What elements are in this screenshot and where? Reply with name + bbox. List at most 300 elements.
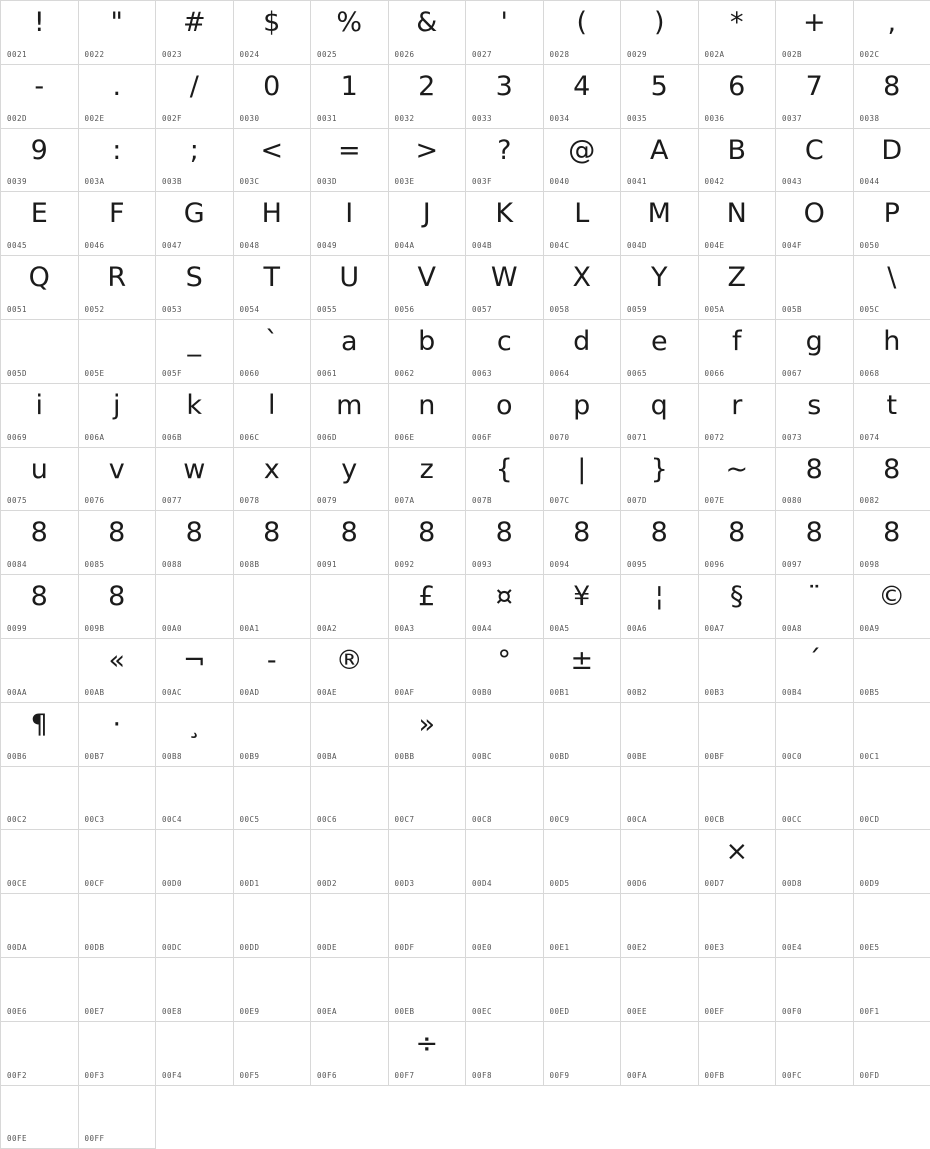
glyph-cell[interactable] <box>156 129 234 193</box>
glyph-cell[interactable] <box>1 639 79 703</box>
glyph-cell[interactable] <box>234 703 312 767</box>
glyph-codepoint: 0084 <box>7 560 27 569</box>
glyph-cell[interactable] <box>311 192 389 256</box>
glyph-cell[interactable] <box>854 384 930 448</box>
glyph-cell[interactable] <box>1 767 79 831</box>
glyph-character: < <box>234 131 311 171</box>
glyph-character: § <box>699 577 776 617</box>
glyph-character <box>776 705 853 745</box>
glyph-cell[interactable] <box>234 575 312 639</box>
glyph-codepoint: 004B <box>472 241 492 250</box>
glyph-cell[interactable] <box>311 958 389 1022</box>
glyph-cell[interactable] <box>311 575 389 639</box>
glyph-cell[interactable] <box>156 639 234 703</box>
glyph-cell[interactable] <box>544 320 622 384</box>
glyph-cell[interactable] <box>544 384 622 448</box>
glyph-cell[interactable] <box>156 703 234 767</box>
glyph-cell[interactable] <box>621 767 699 831</box>
glyph-cell[interactable] <box>854 958 930 1022</box>
glyph-cell[interactable] <box>156 320 234 384</box>
glyph-codepoint: 0074 <box>860 433 880 442</box>
glyph-cell[interactable] <box>621 1 699 65</box>
glyph-cell[interactable] <box>621 575 699 639</box>
glyph-cell[interactable] <box>466 256 544 320</box>
glyph-cell[interactable] <box>544 1022 622 1086</box>
glyph-character: 8 <box>699 513 776 553</box>
glyph-cell[interactable] <box>466 830 544 894</box>
glyph-cell[interactable] <box>776 703 854 767</box>
glyph-cell[interactable] <box>621 320 699 384</box>
glyph-cell[interactable] <box>79 1086 157 1149</box>
glyph-codepoint: 004F <box>782 241 802 250</box>
glyph-cell[interactable] <box>234 511 312 575</box>
glyph-cell[interactable] <box>854 575 930 639</box>
glyph-character: } <box>621 450 698 490</box>
glyph-codepoint: 00D8 <box>782 879 802 888</box>
glyph-codepoint: 007E <box>705 496 725 505</box>
glyph-cell[interactable] <box>311 448 389 512</box>
glyph-codepoint: 0060 <box>240 369 260 378</box>
glyph-codepoint: 00C9 <box>550 815 570 824</box>
glyph-cell[interactable] <box>156 830 234 894</box>
glyph-cell[interactable] <box>311 830 389 894</box>
glyph-cell[interactable] <box>389 1 467 65</box>
glyph-cell[interactable] <box>156 65 234 129</box>
glyph-cell[interactable] <box>466 384 544 448</box>
glyph-cell[interactable] <box>156 767 234 831</box>
glyph-codepoint: 004E <box>705 241 725 250</box>
glyph-cell[interactable] <box>621 129 699 193</box>
glyph-cell[interactable] <box>1 129 79 193</box>
glyph-cell[interactable] <box>466 129 544 193</box>
glyph-cell[interactable] <box>156 448 234 512</box>
glyph-cell[interactable] <box>544 65 622 129</box>
glyph-cell[interactable] <box>234 129 312 193</box>
glyph-cell[interactable] <box>854 192 930 256</box>
glyph-codepoint: 0054 <box>240 305 260 314</box>
glyph-codepoint: 002C <box>860 50 880 59</box>
glyph-cell[interactable] <box>389 320 467 384</box>
glyph-cell[interactable] <box>234 830 312 894</box>
glyph-cell[interactable] <box>79 575 157 639</box>
glyph-cell[interactable] <box>699 639 777 703</box>
glyph-cell[interactable] <box>389 639 467 703</box>
glyph-codepoint: 00D2 <box>317 879 337 888</box>
glyph-cell[interactable] <box>1 958 79 1022</box>
glyph-cell[interactable] <box>389 448 467 512</box>
glyph-cell[interactable] <box>79 1022 157 1086</box>
glyph-character: 6 <box>699 67 776 107</box>
glyph-cell[interactable] <box>1 448 79 512</box>
glyph-cell[interactable] <box>854 1022 930 1086</box>
glyph-cell[interactable] <box>544 767 622 831</box>
glyph-cell[interactable] <box>854 448 930 512</box>
glyph-cell[interactable] <box>621 511 699 575</box>
glyph-cell[interactable] <box>699 384 777 448</box>
glyph-cell[interactable] <box>234 448 312 512</box>
glyph-codepoint: 00FC <box>782 1071 802 1080</box>
glyph-codepoint: 00E3 <box>705 943 725 952</box>
glyph-character: ` <box>234 322 311 362</box>
glyph-codepoint: 002A <box>705 50 725 59</box>
glyph-character: # <box>156 3 233 43</box>
glyph-character: a <box>311 322 388 362</box>
glyph-cell[interactable] <box>311 256 389 320</box>
glyph-cell[interactable] <box>776 639 854 703</box>
glyph-cell[interactable] <box>621 1022 699 1086</box>
glyph-cell[interactable] <box>389 192 467 256</box>
glyph-cell[interactable] <box>466 1022 544 1086</box>
glyph-cell[interactable] <box>544 894 622 958</box>
glyph-codepoint: 0036 <box>705 114 725 123</box>
glyph-character <box>699 960 776 1000</box>
glyph-cell[interactable] <box>1 511 79 575</box>
glyph-cell[interactable] <box>234 639 312 703</box>
glyph-cell[interactable] <box>311 639 389 703</box>
grid-filler <box>311 1086 389 1149</box>
glyph-cell[interactable] <box>699 192 777 256</box>
glyph-cell[interactable] <box>776 830 854 894</box>
glyph-cell[interactable] <box>79 511 157 575</box>
glyph-cell[interactable] <box>1 830 79 894</box>
glyph-cell[interactable] <box>1 320 79 384</box>
glyph-cell[interactable] <box>854 511 930 575</box>
glyph-cell[interactable] <box>544 639 622 703</box>
glyph-character: ° <box>466 641 543 681</box>
glyph-cell[interactable] <box>621 894 699 958</box>
glyph-character: 2 <box>389 67 466 107</box>
glyph-cell[interactable] <box>699 256 777 320</box>
glyph-character: ¥ <box>544 577 621 617</box>
glyph-cell[interactable] <box>389 894 467 958</box>
glyph-cell[interactable] <box>466 894 544 958</box>
glyph-character: y <box>311 450 388 490</box>
glyph-cell[interactable] <box>466 1 544 65</box>
glyph-cell[interactable] <box>311 65 389 129</box>
glyph-character: R <box>79 258 156 298</box>
glyph-character: T <box>234 258 311 298</box>
glyph-cell[interactable] <box>854 703 930 767</box>
glyph-cell[interactable] <box>854 639 930 703</box>
glyph-cell[interactable] <box>544 256 622 320</box>
glyph-cell[interactable] <box>544 830 622 894</box>
glyph-cell[interactable] <box>544 192 622 256</box>
glyph-cell[interactable] <box>854 256 930 320</box>
glyph-cell[interactable] <box>699 703 777 767</box>
glyph-cell[interactable] <box>776 320 854 384</box>
glyph-cell[interactable] <box>621 830 699 894</box>
glyph-character <box>79 769 156 809</box>
glyph-cell[interactable] <box>389 767 467 831</box>
glyph-codepoint: 005F <box>162 369 182 378</box>
glyph-character <box>234 1024 311 1064</box>
glyph-character: f <box>699 322 776 362</box>
glyph-cell[interactable] <box>466 448 544 512</box>
glyph-cell[interactable] <box>776 448 854 512</box>
glyph-character <box>156 896 233 936</box>
glyph-cell[interactable] <box>389 575 467 639</box>
glyph-cell[interactable] <box>776 256 854 320</box>
glyph-codepoint: 00B7 <box>85 752 105 761</box>
glyph-cell[interactable] <box>234 384 312 448</box>
glyph-cell[interactable] <box>544 575 622 639</box>
glyph-codepoint: 00C4 <box>162 815 182 824</box>
glyph-cell[interactable] <box>854 1 930 65</box>
glyph-codepoint: 00E2 <box>627 943 647 952</box>
glyph-cell[interactable] <box>156 1 234 65</box>
glyph-cell[interactable] <box>1 575 79 639</box>
glyph-character: 8 <box>466 513 543 553</box>
glyph-cell[interactable] <box>544 448 622 512</box>
glyph-cell[interactable] <box>1 192 79 256</box>
glyph-cell[interactable] <box>389 65 467 129</box>
glyph-cell[interactable] <box>156 511 234 575</box>
glyph-cell[interactable] <box>466 703 544 767</box>
glyph-codepoint: 009B <box>85 624 105 633</box>
glyph-codepoint: 003F <box>472 177 492 186</box>
glyph-cell[interactable] <box>776 65 854 129</box>
glyph-cell[interactable] <box>1 1086 79 1149</box>
glyph-cell[interactable] <box>466 958 544 1022</box>
glyph-character: @ <box>544 131 621 171</box>
glyph-cell[interactable] <box>234 1022 312 1086</box>
glyph-cell[interactable] <box>466 767 544 831</box>
glyph-character: u <box>1 450 78 490</box>
glyph-codepoint: 0071 <box>627 433 647 442</box>
glyph-cell[interactable] <box>621 703 699 767</box>
glyph-codepoint: 0022 <box>85 50 105 59</box>
glyph-codepoint: 005E <box>85 369 105 378</box>
glyph-codepoint: 0063 <box>472 369 492 378</box>
glyph-cell[interactable] <box>79 384 157 448</box>
glyph-cell[interactable] <box>776 894 854 958</box>
glyph-cell[interactable] <box>156 384 234 448</box>
glyph-cell[interactable] <box>854 65 930 129</box>
glyph-cell[interactable] <box>389 1022 467 1086</box>
glyph-cell[interactable] <box>234 767 312 831</box>
glyph-codepoint: 0093 <box>472 560 492 569</box>
glyph-codepoint: 00B5 <box>860 688 880 697</box>
glyph-cell[interactable] <box>854 320 930 384</box>
glyph-cell[interactable] <box>776 384 854 448</box>
glyph-cell[interactable] <box>699 511 777 575</box>
glyph-codepoint: 00BC <box>472 752 492 761</box>
glyph-cell[interactable] <box>699 1 777 65</box>
glyph-cell[interactable] <box>699 830 777 894</box>
glyph-cell[interactable] <box>156 1022 234 1086</box>
glyph-codepoint: 00F7 <box>395 1071 415 1080</box>
glyph-cell[interactable] <box>621 639 699 703</box>
glyph-cell[interactable] <box>156 958 234 1022</box>
glyph-character: ' <box>466 3 543 43</box>
glyph-cell[interactable] <box>544 1 622 65</box>
glyph-cell[interactable] <box>621 192 699 256</box>
glyph-cell[interactable] <box>466 575 544 639</box>
glyph-cell[interactable] <box>234 1 312 65</box>
glyph-codepoint: 00D4 <box>472 879 492 888</box>
glyph-cell[interactable] <box>79 830 157 894</box>
glyph-cell[interactable] <box>854 830 930 894</box>
glyph-cell[interactable] <box>544 511 622 575</box>
glyph-character: 8 <box>854 67 930 107</box>
glyph-character: i <box>1 386 78 426</box>
glyph-cell[interactable] <box>776 767 854 831</box>
glyph-character <box>156 769 233 809</box>
glyph-cell[interactable] <box>79 65 157 129</box>
glyph-cell[interactable] <box>776 511 854 575</box>
glyph-character <box>156 832 233 872</box>
glyph-cell[interactable] <box>311 767 389 831</box>
glyph-cell[interactable] <box>1 65 79 129</box>
glyph-cell[interactable] <box>466 65 544 129</box>
glyph-cell[interactable] <box>389 129 467 193</box>
glyph-cell[interactable] <box>1 256 79 320</box>
glyph-cell[interactable] <box>234 65 312 129</box>
glyph-cell[interactable] <box>234 894 312 958</box>
glyph-cell[interactable] <box>544 703 622 767</box>
glyph-character: » <box>389 705 466 745</box>
glyph-cell[interactable] <box>776 575 854 639</box>
glyph-cell[interactable] <box>311 129 389 193</box>
glyph-cell[interactable] <box>234 958 312 1022</box>
glyph-cell[interactable] <box>776 192 854 256</box>
glyph-cell[interactable] <box>79 256 157 320</box>
glyph-codepoint: 00AE <box>317 688 337 697</box>
glyph-cell[interactable] <box>466 511 544 575</box>
glyph-cell[interactable] <box>854 767 930 831</box>
glyph-codepoint: 003D <box>317 177 337 186</box>
glyph-cell[interactable] <box>79 767 157 831</box>
glyph-cell[interactable] <box>234 320 312 384</box>
glyph-cell[interactable] <box>79 1 157 65</box>
glyph-character: * <box>699 3 776 43</box>
glyph-character <box>156 577 233 617</box>
glyph-character: I <box>311 194 388 234</box>
glyph-codepoint: 00C1 <box>860 752 880 761</box>
glyph-codepoint: 00F2 <box>7 1071 27 1080</box>
glyph-cell[interactable] <box>156 575 234 639</box>
glyph-character <box>854 960 930 1000</box>
glyph-cell[interactable] <box>776 958 854 1022</box>
glyph-cell[interactable] <box>776 129 854 193</box>
glyph-cell[interactable] <box>389 830 467 894</box>
glyph-codepoint: 0027 <box>472 50 492 59</box>
glyph-cell[interactable] <box>1 703 79 767</box>
glyph-cell[interactable] <box>1 1 79 65</box>
glyph-cell[interactable] <box>776 1 854 65</box>
glyph-cell[interactable] <box>389 703 467 767</box>
glyph-codepoint: 00A9 <box>860 624 880 633</box>
glyph-cell[interactable] <box>621 384 699 448</box>
glyph-cell[interactable] <box>776 1022 854 1086</box>
glyph-codepoint: 0042 <box>705 177 725 186</box>
glyph-cell[interactable] <box>544 129 622 193</box>
glyph-cell[interactable] <box>311 894 389 958</box>
glyph-cell[interactable] <box>311 1022 389 1086</box>
glyph-character <box>1 322 78 362</box>
glyph-character: | <box>544 450 621 490</box>
glyph-codepoint: 0092 <box>395 560 415 569</box>
glyph-character <box>621 641 698 681</box>
glyph-character <box>621 769 698 809</box>
glyph-cell[interactable] <box>699 1022 777 1086</box>
glyph-codepoint: 0069 <box>7 433 27 442</box>
glyph-cell[interactable] <box>699 129 777 193</box>
glyph-cell[interactable] <box>699 894 777 958</box>
glyph-codepoint: 0052 <box>85 305 105 314</box>
glyph-character: x <box>234 450 311 490</box>
glyph-cell[interactable] <box>79 192 157 256</box>
glyph-cell[interactable] <box>311 384 389 448</box>
glyph-cell[interactable] <box>854 894 930 958</box>
glyph-codepoint: 0096 <box>705 560 725 569</box>
glyph-cell[interactable] <box>466 639 544 703</box>
glyph-cell[interactable] <box>389 384 467 448</box>
glyph-cell[interactable] <box>854 129 930 193</box>
glyph-cell[interactable] <box>156 256 234 320</box>
glyph-character: ´ <box>776 641 853 681</box>
glyph-cell[interactable] <box>389 958 467 1022</box>
glyph-codepoint: 0067 <box>782 369 802 378</box>
glyph-cell[interactable] <box>79 894 157 958</box>
glyph-character <box>234 769 311 809</box>
glyph-cell[interactable] <box>311 320 389 384</box>
glyph-cell[interactable] <box>1 384 79 448</box>
grid-filler <box>621 1086 699 1149</box>
glyph-codepoint: 0043 <box>782 177 802 186</box>
glyph-cell[interactable] <box>621 65 699 129</box>
glyph-cell[interactable] <box>466 192 544 256</box>
glyph-character: s <box>776 386 853 426</box>
glyph-cell[interactable] <box>466 320 544 384</box>
glyph-codepoint: 0021 <box>7 50 27 59</box>
glyph-cell[interactable] <box>389 256 467 320</box>
glyph-cell[interactable] <box>621 448 699 512</box>
glyph-cell[interactable] <box>699 448 777 512</box>
glyph-cell[interactable] <box>311 1 389 65</box>
glyph-cell[interactable] <box>699 958 777 1022</box>
glyph-cell[interactable] <box>1 1022 79 1086</box>
glyph-cell[interactable] <box>699 767 777 831</box>
glyph-character: o <box>466 386 543 426</box>
glyph-cell[interactable] <box>1 894 79 958</box>
glyph-cell[interactable] <box>621 958 699 1022</box>
glyph-cell[interactable] <box>311 511 389 575</box>
glyph-cell[interactable] <box>79 958 157 1022</box>
glyph-character: J <box>389 194 466 234</box>
glyph-character: 8 <box>156 513 233 553</box>
glyph-cell[interactable] <box>699 575 777 639</box>
glyph-cell[interactable] <box>234 192 312 256</box>
glyph-cell[interactable] <box>699 65 777 129</box>
glyph-character: h <box>854 322 930 362</box>
glyph-codepoint: 0030 <box>240 114 260 123</box>
glyph-cell[interactable] <box>79 639 157 703</box>
glyph-cell[interactable] <box>234 256 312 320</box>
glyph-cell[interactable] <box>544 958 622 1022</box>
glyph-cell[interactable] <box>156 894 234 958</box>
glyph-cell[interactable] <box>79 129 157 193</box>
glyph-character <box>699 896 776 936</box>
glyph-cell[interactable] <box>621 256 699 320</box>
glyph-cell[interactable] <box>79 703 157 767</box>
glyph-cell[interactable] <box>79 448 157 512</box>
glyph-cell[interactable] <box>311 703 389 767</box>
glyph-cell[interactable] <box>79 320 157 384</box>
glyph-cell[interactable] <box>389 511 467 575</box>
glyph-cell[interactable] <box>699 320 777 384</box>
glyph-cell[interactable] <box>156 192 234 256</box>
